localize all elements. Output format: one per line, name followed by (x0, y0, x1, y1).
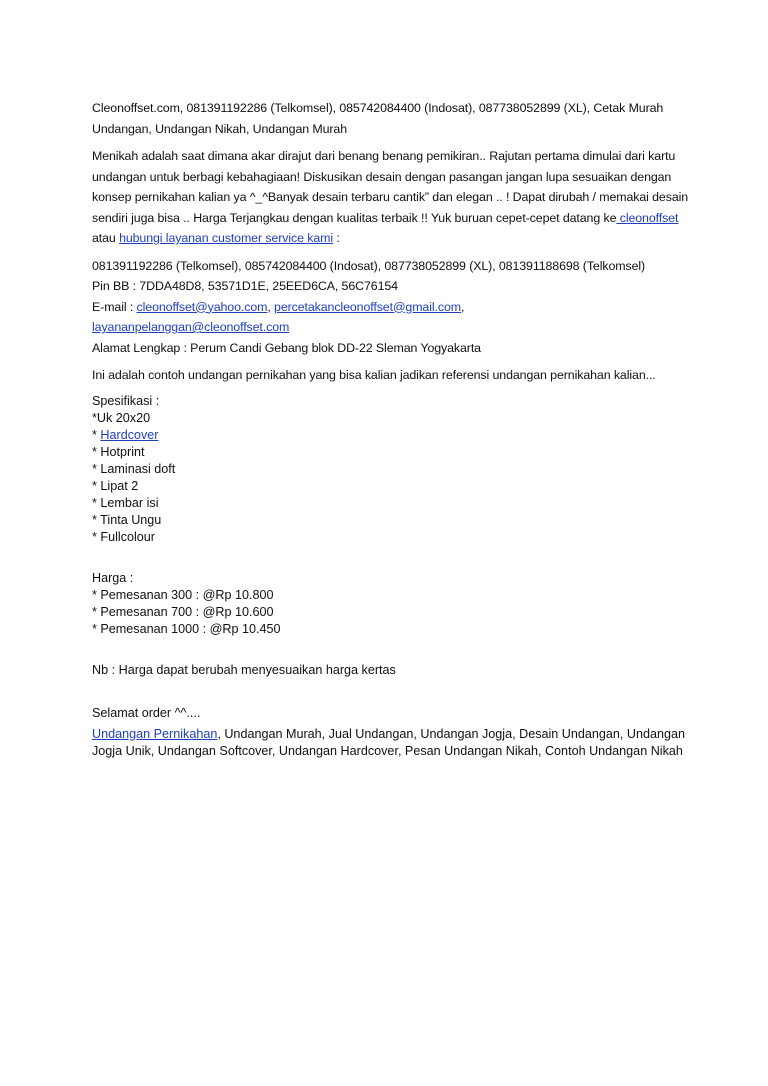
email-end: , (460, 299, 465, 314)
intro-text: Menikah adalah saat dimana akar dirajut dari benang benang pemikiran.. Rajutan pertama dimulai dari kartu undangan untuk berbagi kebahagiaan! Diskusikan desain dengan pasangan jangan lupa sesuaikan dengan konsep pernikahan kalian ya ^_^Banyak desain terbaru cantik” dan elegan .. ! Dapat dirubah / memakai desain sendiri juga bisa .. Harga Terjangkau dengan kualitas terbaik !! Yuk buruan cepet-cepet datang ke (92, 149, 689, 225)
example-paragraph: Ini adalah contoh undangan pernikahan yang bisa kalian jadikan referensi undangan pernikahan kalian... (92, 368, 656, 382)
hardcover-link[interactable]: Hardcover (100, 427, 159, 442)
price-block (92, 570, 692, 638)
intro-end-text: : (333, 231, 340, 245)
pin-bb: Pin BB : 7DDA48D8, 53571D1E, 25EED6CA, 56C76154 (92, 279, 398, 293)
spec-item: * Lembar isi (92, 495, 159, 510)
spec-item: * Lipat 2 (92, 478, 139, 493)
document-page (92, 98, 692, 760)
spec-item: * Hotprint (92, 444, 145, 459)
spec-heading: Spesifikasi : (92, 393, 160, 408)
undangan-pernikahan-link[interactable]: Undangan Pernikahan (92, 726, 218, 741)
hardcover-prefix: * (92, 427, 101, 442)
phone-numbers: 081391192286 (Telkomsel), 085742084400 (Indosat), 087738052899 (XL), 081391188698 (Telkomsel) (92, 258, 646, 273)
spec-item: * Laminasi doft (92, 461, 176, 476)
spec-item: * Fullcolour (92, 529, 155, 544)
price-heading: Harga : (92, 570, 134, 585)
email-yahoo-link[interactable]: cleonoffset@yahoo.com (136, 299, 268, 314)
address: Alamat Lengkap : Perum Candi Gebang blok DD-22 Sleman Yogyakarta (92, 340, 481, 355)
closing: Selamat order ^^.... (92, 705, 201, 720)
cleonoffset-link[interactable]: cleonoffset (616, 210, 679, 225)
title-paragraph: Cleonoffset.com, 081391192286 (Telkomsel), 085742084400 (Indosat), 087738052899 (XL), Cetak Murah Undangan, Undangan Nikah, Undangan Murah (92, 101, 664, 136)
price-item: * Pemesanan 1000 : @Rp 10.450 (92, 621, 281, 636)
price-item: * Pemesanan 700 : @Rp 10.600 (92, 604, 274, 619)
email-gmail-link[interactable]: percetakancleonoffset@gmail.com (274, 299, 461, 314)
intro-paragraph (92, 146, 692, 249)
note: Nb : Harga dapat berubah menyesuaikan harga kertas (92, 662, 396, 677)
tags-text: , Undangan Murah, Jual Undangan, Undangan Jogja, Desain Undangan, Undangan Jogja Unik, Undangan Softcover, Undangan Hardcover, Pesan Undangan Nikah, Contoh Undangan Nikah (92, 726, 686, 758)
price-item: * Pemesanan 300 : @Rp 10.800 (92, 587, 274, 602)
email-layanan-link[interactable]: layananpelanggan@cleonoffset.com (92, 320, 290, 334)
spec-size: *Uk 20x20 (92, 410, 151, 425)
contact-block (92, 256, 692, 359)
intro-mid-text: atau (92, 231, 120, 245)
spec-item: * Tinta Ungu (92, 512, 162, 527)
spec-hardcover (92, 427, 692, 444)
spec-block (92, 393, 692, 546)
email-label: E-mail : (92, 299, 137, 314)
email-line (92, 297, 692, 338)
tags-paragraph (92, 726, 692, 760)
email-separator: , (267, 299, 275, 314)
customer-service-link[interactable]: hubungi layanan customer service kami (119, 231, 333, 245)
